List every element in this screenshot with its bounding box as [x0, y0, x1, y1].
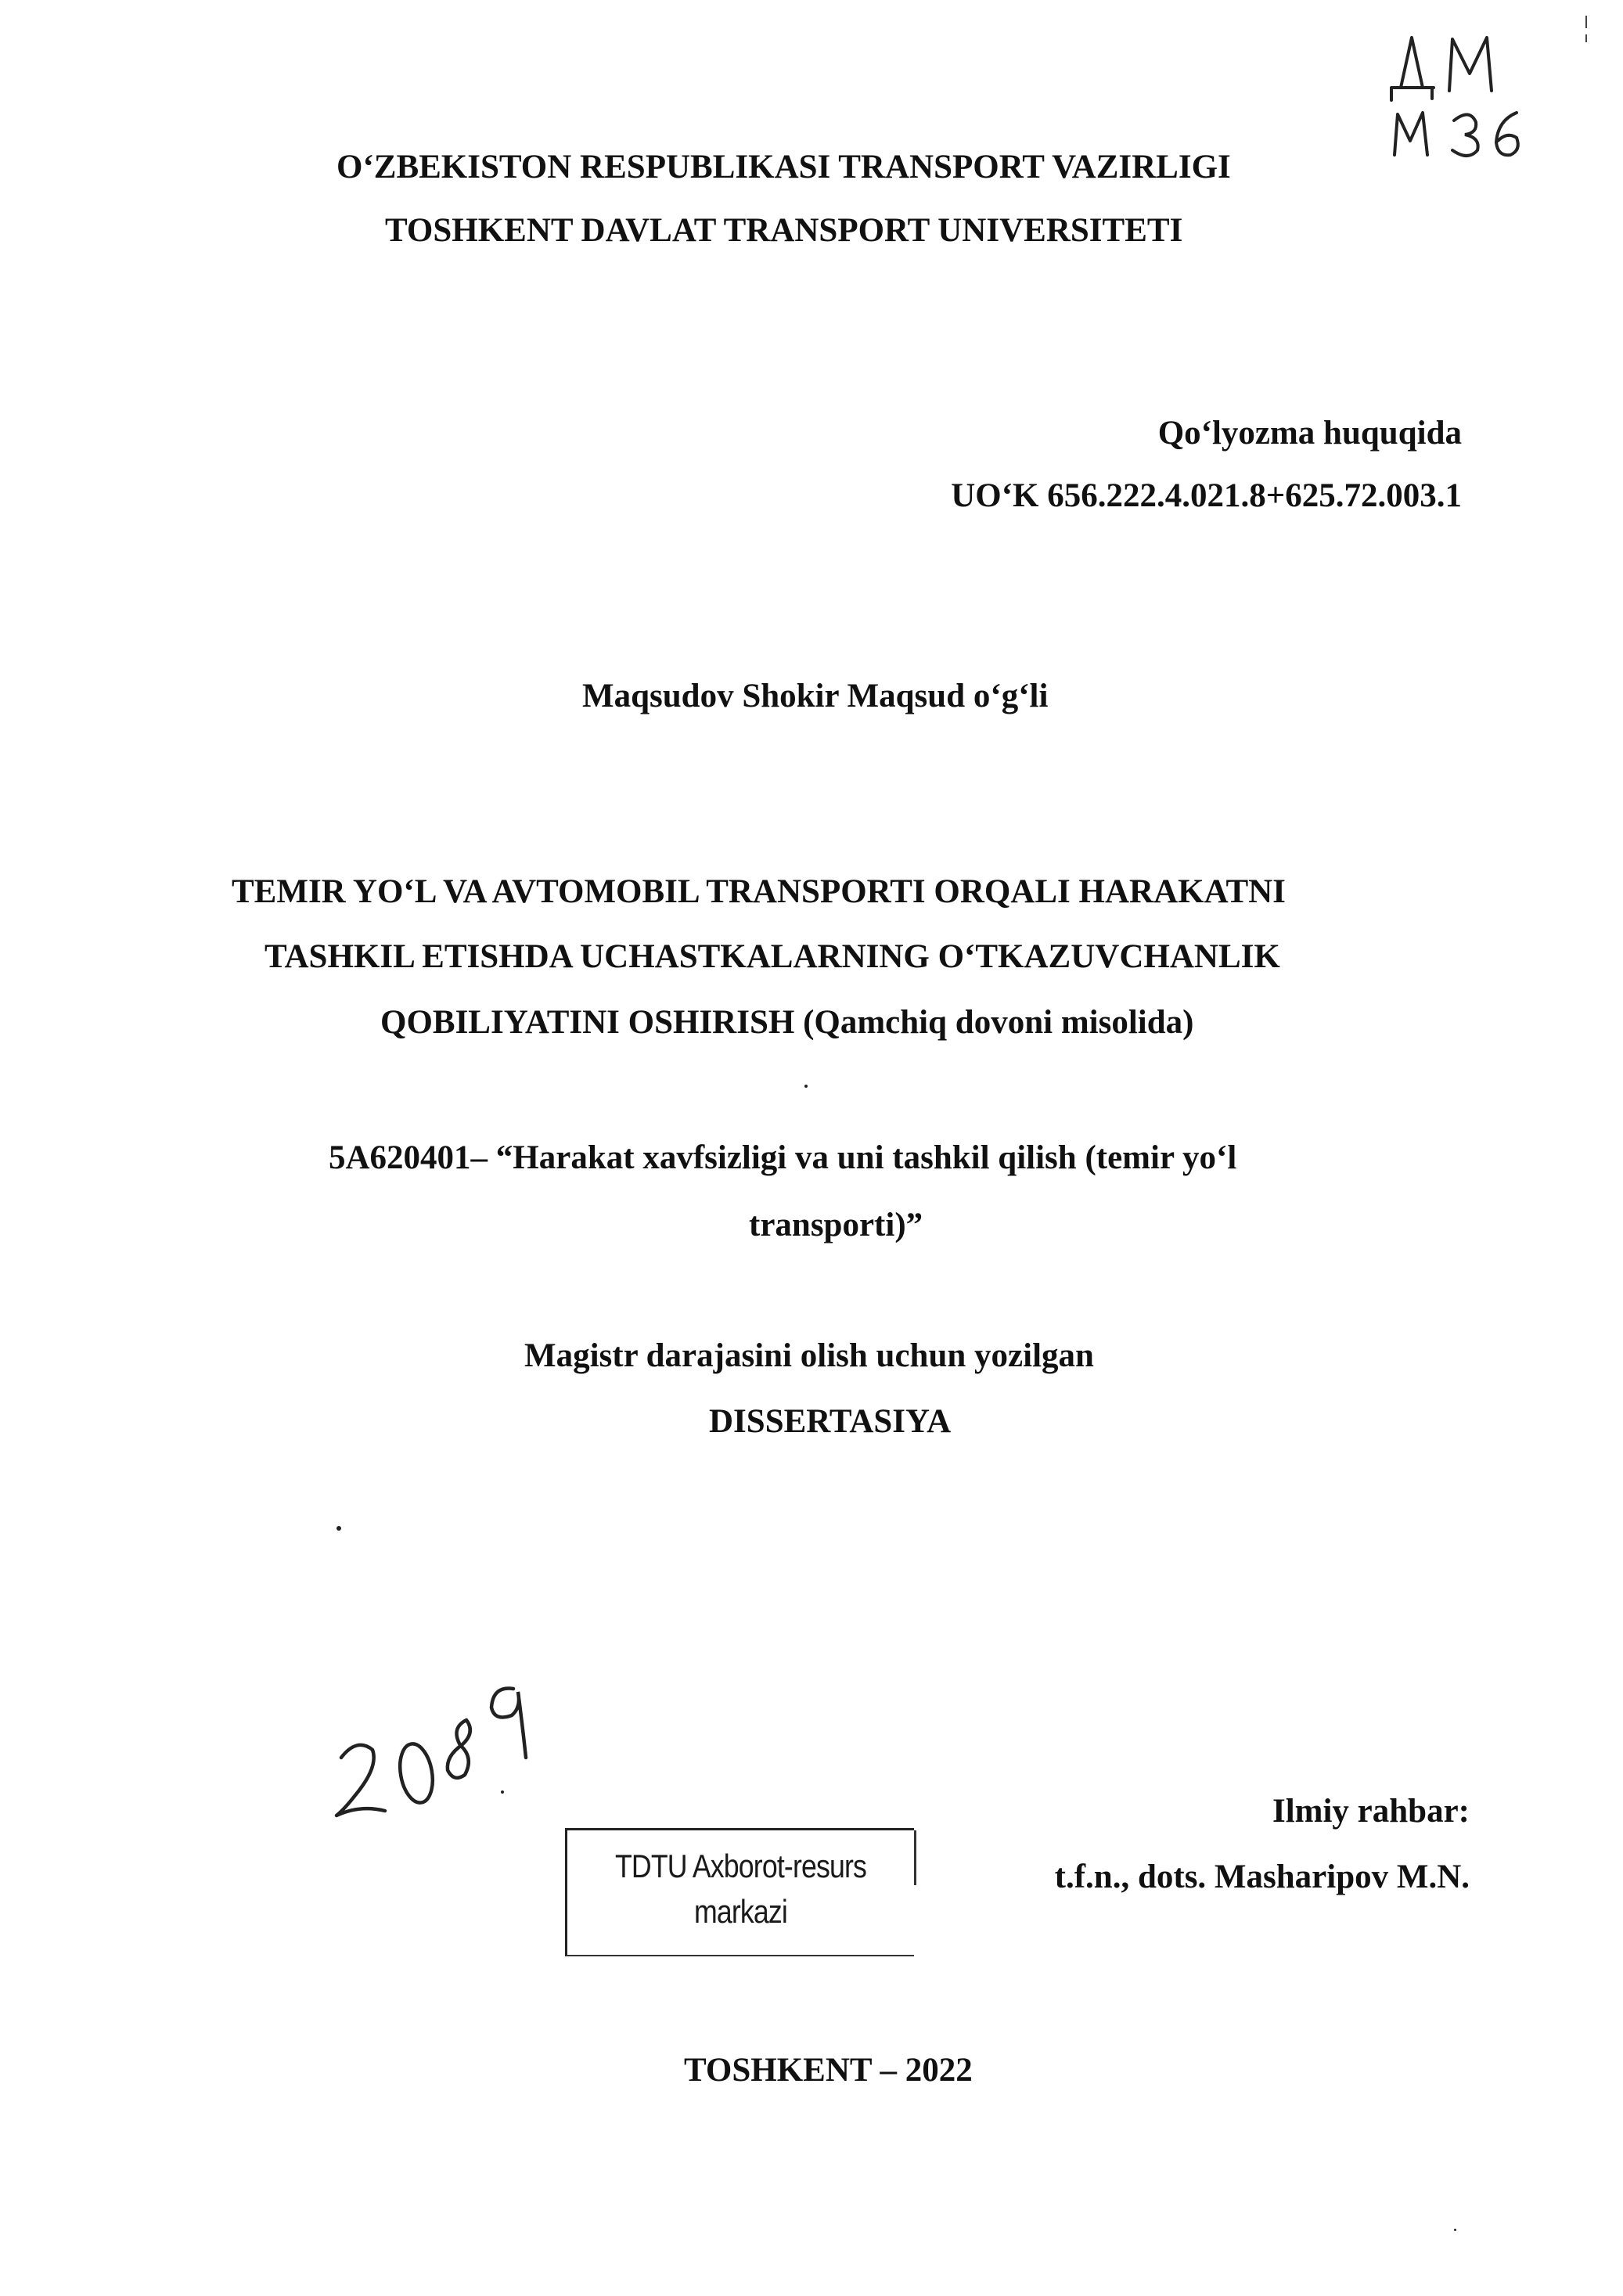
library-stamp	[565, 1828, 914, 1956]
thesis-title-example: (Qamchiq dovoni misolida)	[803, 1004, 1194, 1041]
specialty-code-cont: transporti)”	[749, 1207, 923, 1243]
university-name: TOSHKENT DAVLAT TRANSPORT UNIVERSITETI	[385, 212, 1183, 249]
scan-speck	[1454, 2229, 1456, 2231]
ministry-name: O‘ZBEKISTON RESPUBLIKASI TRANSPORT VAZIRLIGI	[336, 149, 1231, 185]
advisor-name: t.f.n., dots. Masharipov M.N.	[1054, 1859, 1470, 1895]
stamp-line-1: TDTU Axborot-resurs	[614, 1848, 867, 1884]
thesis-title-caps: QOBILIYATINI OSHIRISH	[380, 1004, 795, 1041]
manuscript-rights: Qo‘lyozma huquqida	[1157, 415, 1462, 452]
thesis-title-line-1: TEMIR YO‘L VA AVTOMOBIL TRANSPORTI ORQALI HARAKATNI	[232, 873, 1286, 910]
edge-mark	[1585, 16, 1587, 28]
author-name: Maqsudov Shokir Maqsud o‘g‘li	[582, 678, 1049, 714]
stamp-edge	[914, 1830, 916, 1885]
thesis-title-line-3	[380, 1006, 1193, 1039]
advisor-label: Ilmiy rahbar:	[1272, 1793, 1470, 1830]
specialty-code: 5A620401– “Harakat xavfsizligi va uni tashkil qilish (temir yo‘l	[329, 1139, 1237, 1176]
city-year: TOSHKENT – 2022	[684, 2052, 973, 2089]
stamp-line-2: markazi	[693, 1893, 788, 1930]
scan-speck	[501, 1790, 504, 1794]
degree-purpose: Magistr darajasini olish uchun yozilgan	[524, 1337, 1094, 1374]
scan-speck	[804, 1085, 808, 1088]
scan-speck	[336, 1526, 341, 1531]
edge-mark	[1585, 34, 1587, 42]
document-type: DISSERTASIYA	[709, 1403, 952, 1440]
udc-code: UO‘K 656.222.4.021.8+625.72.003.1	[951, 477, 1462, 514]
handwritten-catalog-code	[1377, 16, 1557, 164]
handwritten-number	[321, 1657, 548, 1830]
thesis-title-line-2: TASHKIL ETISHDA UCHASTKALARNING O‘TKAZUVCHANLIK	[265, 938, 1280, 975]
